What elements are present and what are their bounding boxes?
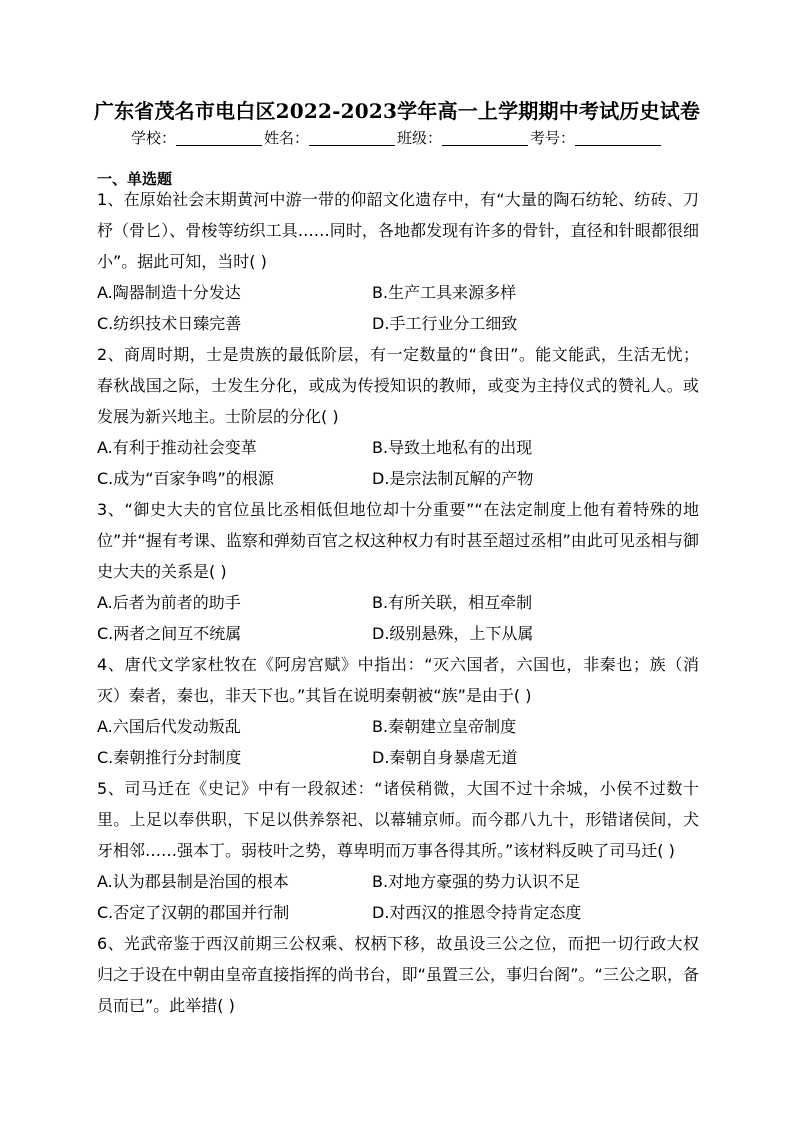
exam-title: 广东省茂名市电白区2022-2023学年高一上学期期中考试历史试卷 — [93, 99, 701, 123]
option-a[interactable]: A.后者为前者的助手 — [97, 593, 241, 612]
option-b[interactable]: B.生产工具来源多样 — [372, 283, 517, 302]
question-stem: 1、在原始社会末期黄河中游一带的仰韶文化遗存中，有“大量的陶石纺轮、纺砖、刀杼（骨匕）、骨梭等纺织工具……同时，各地都发现有许多的骨针，直径和针眼都很细小”。据此可知，当时( ) — [97, 190, 699, 271]
option-c[interactable]: C.纺织技术日臻完善 — [97, 314, 242, 333]
number-blank[interactable] — [575, 131, 661, 146]
option-group — [97, 866, 699, 928]
school-blank[interactable] — [176, 131, 262, 146]
option-b[interactable]: B.有所关联，相互牵制 — [372, 593, 533, 612]
option-b[interactable]: B.对地方豪强的势力认识不足 — [372, 872, 581, 891]
option-a[interactable]: A.陶器制造十分发达 — [97, 283, 241, 302]
option-d[interactable]: D.对西汉的推恩令持肯定态度 — [372, 903, 582, 922]
question-stem: 2、商周时期，士是贵族的最低阶层，有一定数量的“食田”。能文能武，生活无忧；春秋战国之际，士发生分化，或成为传授知识的教师，或变为主持仪式的赞礼人。或发展为新兴地主。士阶层的分化( ) — [97, 345, 699, 426]
class-label: 班级： — [397, 129, 443, 147]
option-b[interactable]: B.导致土地私有的出现 — [372, 438, 533, 457]
question-stem: 5、司马迁在《史记》中有一段叙述：“诸侯稍微，大国不过十余城，小侯不过数十里。上足以奉供职，下足以供养祭祀、以幕辅京师。而今郡八九十，形错诸侯间，犬牙相邻……强本丁。弱枝叶之势，尊卑明而万事各得其所。”该材料反映了司马迁( ) — [97, 779, 699, 860]
option-group — [97, 277, 699, 339]
number-label: 考号： — [530, 129, 576, 147]
option-d[interactable]: D.手工行业分工细致 — [372, 314, 518, 333]
question-2 — [97, 339, 699, 494]
question-list — [97, 184, 699, 1021]
option-group — [97, 711, 699, 773]
name-blank[interactable] — [309, 131, 395, 146]
student-info-fields — [0, 127, 794, 148]
class-blank[interactable] — [442, 131, 528, 146]
school-label: 学校： — [130, 129, 176, 147]
question-3 — [97, 494, 699, 649]
option-d[interactable]: D.级别悬殊，上下从属 — [372, 624, 534, 643]
question-4 — [97, 649, 699, 773]
name-label: 姓名： — [263, 129, 309, 147]
option-c[interactable]: C.否定了汉朝的郡国并行制 — [97, 903, 290, 922]
option-d[interactable]: D.秦朝自身暴虐无道 — [372, 748, 518, 767]
question-5 — [97, 773, 699, 928]
question-stem: 3、“御史大夫的官位虽比丞相低但地位却十分重要”“在法定制度上他有着特殊的地位”并“握有考课、监察和弹劾百官之权这种权力有时甚至超过丞相”由此可见丞相与御史大夫的关系是( ) — [97, 500, 699, 581]
question-1 — [97, 184, 699, 339]
option-b[interactable]: B.秦朝建立皇帝制度 — [372, 717, 517, 736]
option-a[interactable]: A.六国后代发动叛乱 — [97, 717, 241, 736]
question-stem: 4、唐代文学家杜牧在《阿房宫赋》中指出：“灭六国者，六国也，非秦也；族（消灭）秦者，秦也，非天下也。”其旨在说明秦朝被“族”是由于( ) — [97, 655, 699, 705]
option-d[interactable]: D.是宗法制瓦解的产物 — [372, 469, 534, 488]
option-c[interactable]: C.两者之间互不统属 — [97, 624, 242, 643]
option-a[interactable]: A.有利于推动社会变革 — [97, 438, 257, 457]
question-6 — [97, 928, 699, 1021]
section-title: 一、单选题 — [97, 170, 173, 188]
option-group — [97, 432, 699, 494]
option-c[interactable]: C.成为“百家争鸣”的根源 — [97, 469, 274, 488]
question-stem: 6、光武帝鉴于西汉前期三公权乘、权柄下移，故虽设三公之位，而把一切行政大权归之于设在中朝由皇帝直接指挥的尚书台，即“虽置三公，事归台阁”。“三公之职，备员而已”。此举措( ) — [97, 934, 699, 1015]
option-group — [97, 587, 699, 649]
option-c[interactable]: C.秦朝推行分封制度 — [97, 748, 242, 767]
option-a[interactable]: A.认为郡县制是治国的根本 — [97, 872, 289, 891]
